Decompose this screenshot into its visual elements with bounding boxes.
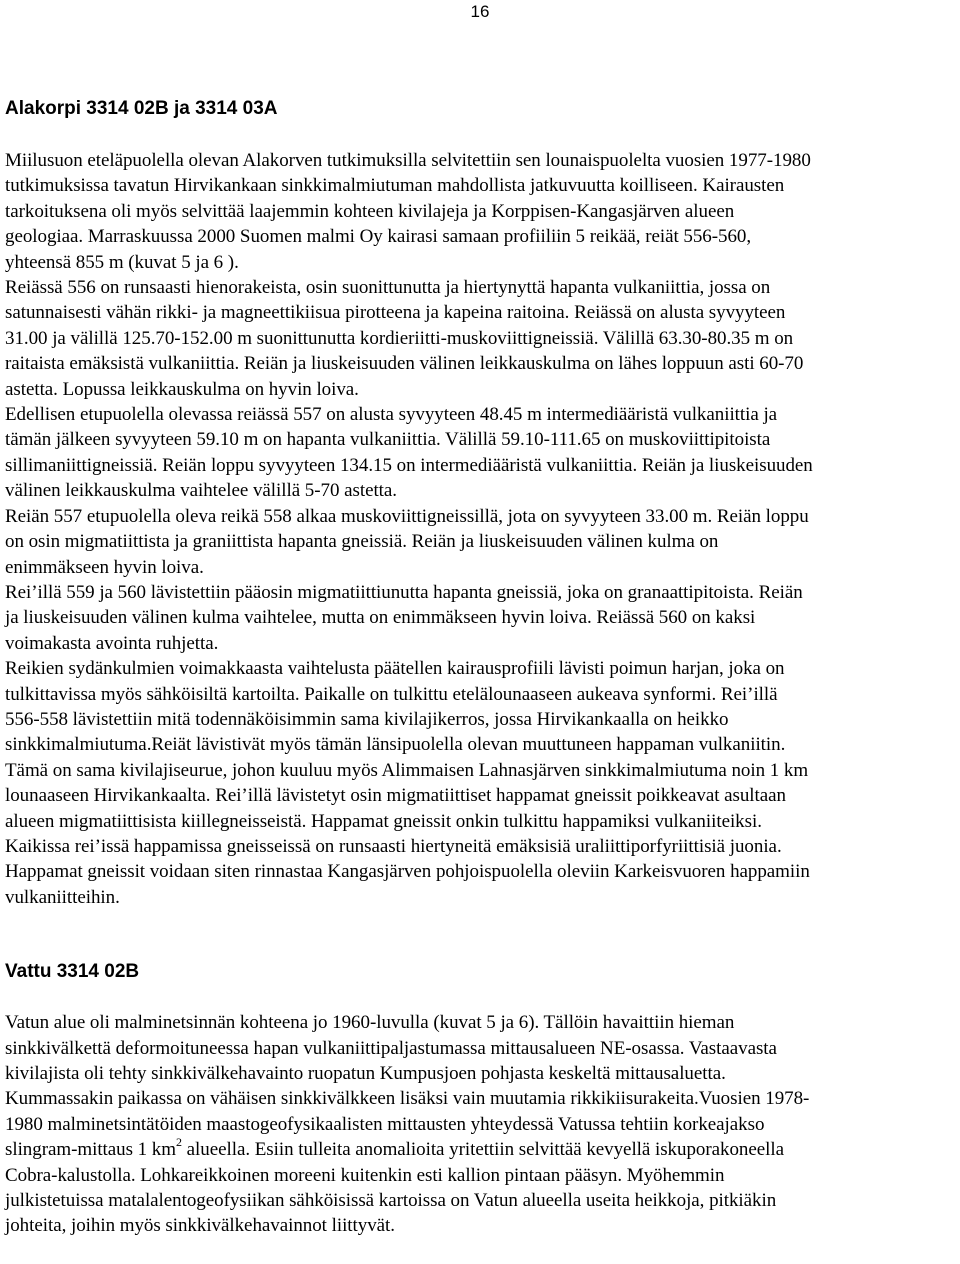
text-line: tarkoituksena oli myös selvittää laajemmin kohteen kivilajeja ja Korppisen-Kangasjärven alueen [5, 200, 735, 222]
text-line: välinen leikkauskulma vaihtelee välillä 5-70 astetta. [5, 480, 397, 502]
text-line: sinkkimalmiutuma.Reiät lävistivät myös tämän länsipuolella olevan muuttuneen happaman vulkaniitin. [5, 734, 786, 756]
text-line: Reikien sydänkulmien voimakkaasta vaihtelusta päätellen kairausprofiili lävisti poimun harjan, joka on [5, 658, 785, 680]
text-line: 31.00 ja välillä 125.70-152.00 m suonittunutta kordieriitti-muskoviittigneissiä. Välillä 63.30-80.35 m on [5, 327, 794, 349]
text-line: vulkaniitteihin. [5, 886, 120, 908]
text-line: Vatun alue oli malminetsinnän kohteena jo 1960-luvulla (kuvat 5 ja 6). Tällöin havaittiin hieman [5, 1012, 735, 1034]
text-line: Happamat gneissit voidaan siten rinnastaa Kangasjärven pohjoispuolella oleviin Karkeisvuoren happamiin [5, 861, 810, 883]
paragraph [5, 402, 960, 504]
text-line: alueen migmatiittisista kiillegneisseistä. Happamat gneissit onkin tulkittu happamiksi vulkaniiteiksi. [5, 810, 762, 832]
text-line: johteita, joihin myös sinkkivälkehavainnot liittyvät. [5, 1215, 395, 1237]
text-line: on osin migmatiittista ja graniittista hapanta gneissiä. Reiän ja liuskeisuuden välinen kulma on [5, 531, 719, 553]
paragraph [5, 580, 960, 656]
section-title-alakorpi: Alakorpi 3314 02B ja 3314 03A [5, 98, 278, 119]
text-line: tulkittavissa myös sähköisiltä kartoilta. Paikalle on tulkittu etelälounaaseen aukeava synformi. Rei’illä [5, 683, 778, 705]
text-line: raitaista emäksistä vulkaniittia. Reiän ja liuskeisuuden välinen leikkauskulma on lähes loppuun asti 60-70 [5, 353, 804, 375]
text-line: tämän jälkeen syvyyteen 59.10 m on hapanta vulkaniittia. Välillä 59.10-111.65 on muskoviittipitoista [5, 429, 771, 451]
superscript-exponent: 2 [176, 1134, 182, 1149]
text-line: Edellisen etupuolella olevassa reiässä 557 on alusta syvyyteen 48.45 m intermediääristä vulkaniittia ja [5, 404, 778, 426]
text-segment: alueella. Esiin tulleita anomalioita yritettiin selvittää kevyellä iskuporakoneella [181, 1139, 784, 1161]
text-line: kivilajista oli tehty sinkkivälkehavainto ruopatun Kumpusjoen pohjasta keskeltä mittausaluetta. [5, 1063, 726, 1084]
paragraph [5, 1010, 960, 1239]
paragraph [5, 504, 960, 580]
text-line: ja liuskeisuuden välinen kulma vaihtelee, mutta on enimmäkseen hyvin loiva. Reiässä 560 on kaksi [5, 607, 756, 629]
section-title-vattu: Vattu 3314 02B [5, 961, 140, 983]
section-vattu-body [5, 1010, 960, 1239]
text-line: julkistetuissa matalalentogeofysiikan sähköisissä kartoissa on Vatun alueella useita heikkoja, pitkiäkin [5, 1190, 777, 1212]
paragraph [5, 148, 960, 275]
text-line: Reiän 557 etupuolella oleva reikä 558 alkaa muskoviittigneissillä, jota on syvyyteen 33.00 m. Reiän loppu [5, 505, 809, 527]
text-line: sillimaniittigneissiä. Reiän loppu syvyyteen 134.15 on intermediääristä vulkaniittia. Reiän ja liuskeisuuden [5, 454, 813, 476]
text-line: voimakasta avointa ruhjetta. [5, 632, 219, 654]
text-line: Cobra-kalustolla. Lohkareikkoinen moreeni kuitenkin esti kallion pintaan pääsyn. Myöhemmin [5, 1164, 725, 1186]
text-line [5, 1134, 960, 1162]
text-line: yhteensä 855 m (kuvat 5 ja 6 ). [5, 251, 239, 273]
text-line: lounaaseen Hirvikankaalta. Rei’illä lävistetyt osin migmatiittiset happamat gneissit poikkeavat asultaan [5, 785, 786, 807]
text-line: Kaikissa rei’issä happamissa gneisseissä on runsaasti hiertyneitä emäksisiä uraliittiporfyriittisiä juonia. [5, 835, 782, 857]
text-line: sinkkivälkettä deformoituneessa hapan vulkaniittipaljastumassa mittausalueen NE-osassa. Vastaavasta [5, 1037, 777, 1059]
text-line: astetta. Lopussa leikkauskulma on hyvin loiva. [5, 378, 359, 400]
text-line: geologiaa. Marraskuussa 2000 Suomen malmi Oy kairasi samaan profiiliin 5 reikää, reiät 556-560, [5, 226, 752, 248]
text-segment: slingram-mittaus 1 km [5, 1139, 176, 1161]
text-line: satunnaisesti vähän rikki- ja magneettikiisua pirotteena ja kapeina raitoina. Reiässä on alusta syvyyteen [5, 302, 786, 324]
page-number: 16 [470, 2, 490, 21]
text-line: Kummassakin paikassa on vähäisen sinkkivälkkeen lisäksi vain muutamia rikkikiisurakeita.Vuosien 1978- [5, 1088, 810, 1110]
text-line: Miilusuon eteläpuolella olevan Alakorven tutkimuksilla selvitettiin sen lounaispuolelta vuosien 1977-1980 [5, 150, 811, 171]
text-line: tutkimuksissa tavatun Hirvikankaan sinkkimalmiutuman mahdollista jatkuvuutta koilliseen. Kairausten [5, 175, 785, 197]
section-alakorpi-body [5, 148, 960, 910]
text-line: 1980 malminetsintätöiden maastogeofysikaalisten mittausten yhteydessä Vatussa tehtiin korkeajakso [5, 1113, 765, 1135]
document-body [5, 96, 960, 1239]
text-line: Reiässä 556 on runsaasti hienorakeista, osin suonittunutta ja hiertynyttä hapanta vulkaniittia, jossa on [5, 277, 771, 299]
text-line: Rei’illä 559 ja 560 lävistettiin pääosin migmatiittiunutta hapanta gneissiä, joka on granaattipitoista. Reiän [5, 581, 803, 603]
text-line: 556-558 lävistettiin mitä todennäköisimmin sama kivilajikerros, jossa Hirvikankaalla on heikko [5, 708, 729, 730]
text-line: enimmäkseen hyvin loiva. [5, 556, 204, 578]
paragraph [5, 275, 960, 402]
paragraph [5, 656, 960, 910]
text-line: Tämä on sama kivilajiseurue, johon kuuluu myös Alimmaisen Lahnasjärven sinkkimalmiutuma noin 1 km [5, 759, 809, 781]
